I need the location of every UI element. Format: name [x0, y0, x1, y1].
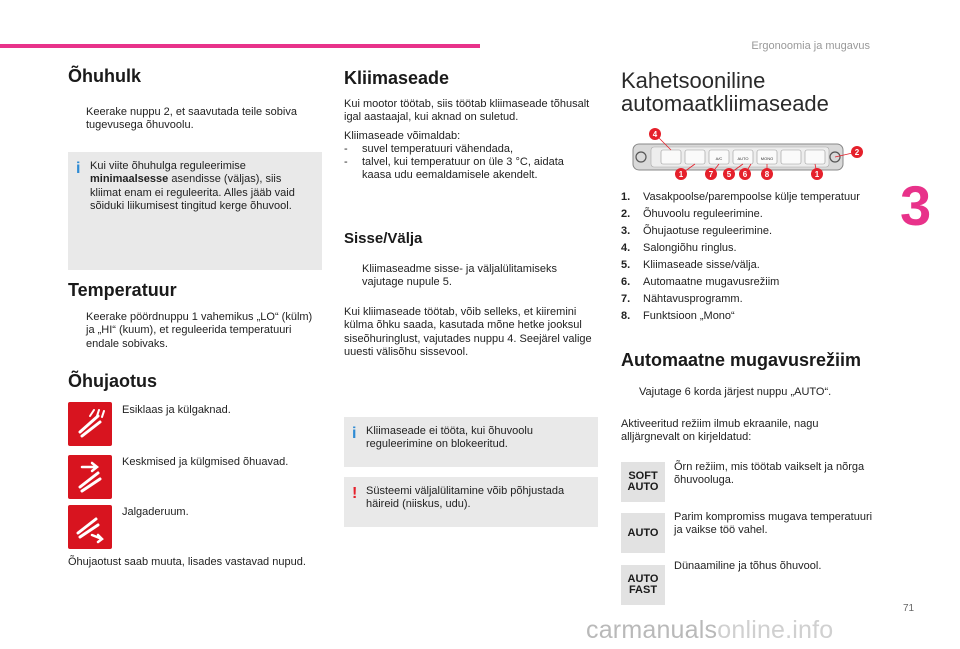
callout: 6 — [742, 170, 748, 179]
info-box-kliimaseade — [344, 417, 598, 467]
info-text-bold: minimaalsesse — [90, 173, 169, 186]
watermark-prefix: carmanuals — [586, 616, 718, 644]
list-item-number: 7. — [621, 293, 631, 305]
bullet-temperatuur — [68, 311, 320, 351]
list-item-text: Nähtavusprogramm. — [643, 293, 743, 305]
badge-line: AUTO — [627, 526, 659, 539]
panel-legend-list — [621, 191, 891, 327]
heading-ohuhulk: Õhuhulk — [68, 66, 141, 86]
heading-ohujaotus: Õhujaotus — [68, 371, 157, 391]
distribution-item-windscreen: Esiklaas ja külgaknad. — [122, 404, 231, 416]
distribution-item-footwell: Jalgaderuum. — [122, 506, 189, 518]
warning-icon: ! — [352, 485, 358, 502]
watermark — [586, 616, 833, 645]
info-box-ohuhulk — [68, 152, 322, 270]
list-item — [621, 310, 891, 327]
list-item — [621, 191, 891, 208]
list-item-number: 2. — [621, 208, 631, 220]
bullet-sisse-valja-text: Kliimaseadme sisse- ja väljalülitamiseks vajutage nupule 5. — [362, 263, 558, 289]
list-item-number: 3. — [621, 225, 631, 237]
list-item-text: Automaatne mugavusrežiim — [643, 276, 780, 288]
callout: 5 — [726, 170, 732, 179]
heading-automaatne-mugavusreziim: Automaatne mugavusrežiim — [621, 350, 862, 370]
bullet-auto — [621, 386, 891, 399]
list-item-number: 4. — [621, 242, 631, 254]
kliimaseade-item-1 — [344, 143, 596, 156]
bullet-marker — [344, 263, 362, 290]
kliimaseade-allows: Kliimaseade võimaldab: — [344, 130, 461, 142]
callout: 1 — [814, 170, 820, 179]
distribution-item-center: Keskmised ja külgmised õhuavad. — [122, 456, 289, 468]
badge-line: AUTO — [627, 573, 659, 585]
list-item — [621, 276, 891, 293]
kliimaseade-item-1-text: suvel temperatuuri vähendada, — [362, 143, 514, 155]
list-item-text: Õhujaotuse reguleerimine. — [643, 225, 773, 237]
callout: 4 — [652, 130, 658, 139]
heading-kliimaseade: Kliimaseade — [344, 68, 450, 88]
panel-button-auto: AUTO — [737, 156, 749, 161]
auto-paragraph: Aktiveeritud režiim ilmub ekraanile, nagu alljärgnevalt on kirjeldatud: — [621, 418, 819, 444]
kliimaseade-intro: Kui mootor töötab, siis töötab kliimaseade tõhusalt igal aastaajal, kui aknad on suletud. — [344, 98, 590, 124]
list-item-text: Salongiõhu ringlus. — [643, 242, 737, 254]
bullet-temperatuur-text: Keerake pöördnuppu 1 vahemikus „LO“ (külm) ja „HI“ (kuum), et reguleerida temperatuuri endale sobivaks. — [86, 311, 313, 350]
badge-line: SOFT — [628, 470, 658, 482]
callout: 7 — [708, 170, 714, 179]
soft-auto-badge — [621, 462, 665, 502]
center-vent-icon — [68, 455, 112, 499]
bullet-sisse-valja — [344, 263, 596, 290]
list-item — [621, 293, 891, 310]
sisse-valja-paragraph: Kui kliimaseade töötab, võib selleks, et kiiremini külma õhku saada, kasutada mõne hetke jooksul siseõhuringlust, vajutades nuppu 4. Seejärel valige uuesti välisõhu sissevool. — [344, 306, 592, 358]
kliimaseade-item-2 — [344, 156, 596, 183]
info-ohuhulk-text — [90, 160, 312, 213]
heading-line-2: automaatkliimaseade — [621, 91, 829, 116]
list-item-text: Vasakpoolse/parempoolse külje temperatuur — [643, 191, 860, 203]
ohujaotus-footer: Õhujaotust saab muuta, lisades vastavad nupud. — [68, 556, 306, 568]
info-icon: i — [352, 425, 357, 442]
dash-marker: - — [344, 156, 348, 168]
badge-line: AUTO — [627, 481, 659, 493]
info-kliimaseade-text: Kliimaseade ei tööta, kui õhuvoolu reguleerimine on blokeeritud. — [366, 425, 533, 451]
footwell-vent-icon — [68, 505, 112, 549]
page-number: 71 — [903, 603, 915, 614]
dash-marker: - — [344, 143, 348, 155]
kliimaseade-item-2-text: talvel, kui temperatuur on üle 3 °C, aidata kaasa udu eemaldamisele akendelt. — [362, 156, 564, 182]
warning-box — [344, 477, 598, 527]
callout: 2 — [854, 148, 860, 157]
chapter-number: 3 — [900, 174, 932, 237]
windscreen-vent-icon — [68, 402, 112, 446]
list-item-number: 1. — [621, 191, 631, 203]
mode-auto-desc: Parim kompromiss mugava temperatuuri ja vaikse töö vahel. — [674, 511, 873, 537]
badge-line: FAST — [628, 584, 658, 596]
info-icon: i — [76, 160, 81, 177]
heading-kahetsooniline — [621, 69, 829, 115]
bullet-marker — [621, 386, 639, 399]
list-item-text: Kliimaseade sisse/välja. — [643, 259, 760, 271]
bullet-auto-text: Vajutage 6 korda järjest nuppu „AUTO“. — [639, 386, 832, 398]
section-header-title: Ergonoomia ja mugavus — [751, 40, 870, 52]
list-item-text: Funktsioon „Mono“ — [643, 310, 735, 322]
list-item-text: Õhuvoolu reguleerimine. — [643, 208, 763, 220]
mode-fast-desc: Dünaamiline ja tõhus õhuvool. — [674, 560, 822, 572]
header-accent-bar — [0, 44, 480, 48]
watermark-suffix: online.info — [717, 616, 834, 644]
info-text-part: Kui viite õhuhulga reguleerimise — [90, 160, 246, 172]
list-item — [621, 259, 891, 276]
bullet-marker — [68, 311, 86, 351]
heading-sisse-valja: Sisse/Välja — [344, 230, 423, 247]
heading-line-1: Kahetsooniline — [621, 68, 766, 93]
mode-soft-desc: Õrn režiim, mis töötab vaikselt ja nõrga õhuvooluga. — [674, 461, 865, 487]
list-item-number: 6. — [621, 276, 631, 288]
warning-text: Süsteemi väljalülitamine võib põhjustada häireid (niiskus, udu). — [366, 485, 565, 511]
list-item — [621, 242, 891, 259]
panel-button-mono: MONO — [760, 156, 774, 161]
list-item — [621, 208, 891, 225]
callout: 8 — [764, 170, 770, 179]
info-text-part: asendisse (väljas), siis kliimat enam ei reguleerita. Alles jääb vaid sõiduki liikumisest tingitud kerge õhuvool. — [90, 173, 295, 212]
bullet-ohuhulk-text: Keerake nuppu 2, et saavutada teile sobiva tugevusega õhuvoolu. — [86, 106, 297, 132]
auto-fast-badge — [621, 565, 665, 605]
auto-badge — [621, 513, 665, 553]
list-item-number: 8. — [621, 310, 631, 322]
list-item-number: 5. — [621, 259, 631, 271]
heading-temperatuur: Temperatuur — [68, 280, 177, 300]
bullet-ohuhulk — [68, 106, 320, 133]
list-item — [621, 225, 891, 242]
panel-button-ac: A/C — [715, 156, 723, 161]
callout: 1 — [678, 170, 684, 179]
climate-panel-illustration — [621, 128, 871, 182]
bullet-marker — [68, 106, 86, 133]
